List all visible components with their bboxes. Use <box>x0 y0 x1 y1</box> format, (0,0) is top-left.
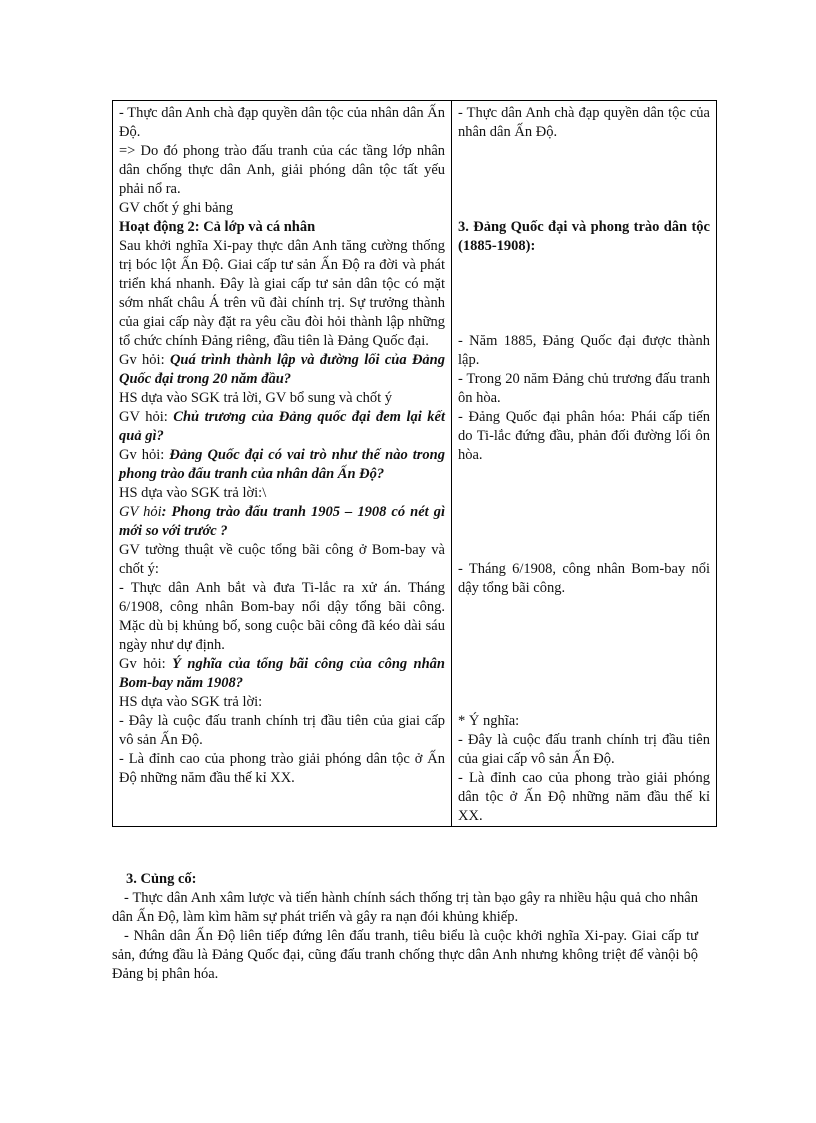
right-line-1: - Thực dân Anh chà đạp quyền dân tộc của nhân dân Ấn Độ. <box>458 105 710 140</box>
section-3-heading: 3. Đảng Quốc đại và phong trào dân tộc (1885-1908): <box>458 219 710 254</box>
question-4 <box>119 503 445 541</box>
question-prefix: Gv hỏi: <box>119 352 170 368</box>
question-1 <box>119 351 445 389</box>
question-text: : Phong trào đấu tranh 1905 – 1908 có nét gì mới so với trước ? <box>119 504 445 539</box>
left-line-7: HS dựa vào SGK trả lời, GV bổ sung và chốt ý <box>119 390 393 406</box>
left-line-15: HS dựa vào SGK trả lời: <box>119 694 263 710</box>
question-prefix: GV hỏi: <box>119 409 174 425</box>
right-line-3: - Năm 1885, Đảng Quốc đại được thành lập. <box>458 333 710 368</box>
question-prefix: GV hỏi <box>119 504 162 520</box>
consolidation-point-2: - Nhân dân Ấn Độ liên tiếp đứng lên đấu tranh, tiêu biểu là cuộc khởi nghĩa Xi-pay. Giai cấp tư sản, đứng đầu là Đảng Quốc đại, cũng đấu tranh chống thực dân Anh nhưng không triệt để vànội bộ Đảng bị phân hóa. <box>112 928 698 982</box>
left-line-2: => Do đó phong trào đấu tranh của các tầng lớp nhân dân chống thực dân Anh, giải phóng dân tộc tất yếu phải nổ ra. <box>119 143 445 197</box>
question-text: Ý nghĩa của tổng bãi công của công nhân Bom-bay năm 1908? <box>119 656 445 691</box>
left-line-3: GV chốt ý ghi bảng <box>119 200 234 216</box>
question-text: Chủ trương của Đảng quốc đại đem lại kết quả gì? <box>119 409 445 444</box>
left-line-16: - Đây là cuộc đấu tranh chính trị đầu tiên của giai cấp vô sản Ấn Độ. <box>119 713 445 748</box>
right-line-5: - Đảng Quốc đại phân hóa: Phái cấp tiến do Ti-lắc đứng đầu, phản đối đường lối ôn hòa. <box>458 409 710 463</box>
right-line-9: - Là đỉnh cao của phong trào giải phóng dân tộc ở Ấn Độ những năm đầu thế kỉ XX. <box>458 770 710 824</box>
left-line-10: HS dựa vào SGK trả lời:\ <box>119 485 267 501</box>
question-text: Quá trình thành lập và đường lối của Đảng Quốc đại trong 20 năm đầu? <box>119 352 445 387</box>
table-row <box>113 101 717 827</box>
left-line-12: GV tường thuật về cuộc tổng bãi công ở Bom-bay và chốt ý: <box>119 542 445 577</box>
right-line-4: - Trong 20 năm Đảng chủ trương đấu tranh ôn hòa. <box>458 371 710 406</box>
student-notes-cell <box>452 101 717 827</box>
left-line-13: - Thực dân Anh bắt và đưa Ti-lắc ra xử án. Tháng 6/1908, công nhân Bom-bay nổi dậy tổng bãi công. Mặc dù bị khủng bố, song cuộc bãi công đã kéo dài sáu ngày như dự định. <box>119 580 445 653</box>
question-3 <box>119 446 445 484</box>
significance-heading: * Ý nghĩa: <box>458 713 520 729</box>
right-line-8: - Đây là cuộc đấu tranh chính trị đầu tiên của giai cấp vô sản Ấn Độ. <box>458 732 710 767</box>
spacer <box>458 598 710 712</box>
question-2 <box>119 408 445 446</box>
consolidation-point-1: - Thực dân Anh xâm lược và tiến hành chính sách thống trị tàn bạo gây ra nhiều hậu quả cho nhân dân Ấn Độ, làm kìm hãm sự phát triển và gây ra nạn đói khủng khiếp. <box>112 890 698 925</box>
question-text: Đảng Quốc đại có vai trò như thế nào trong phong trào đấu tranh của nhân dân Ấn Độ? <box>119 447 445 482</box>
consolidation-heading: 3. Củng cố: <box>126 871 197 887</box>
left-line-17: - Là đỉnh cao của phong trào giải phóng dân tộc ở Ấn Độ những năm đầu thế kỉ XX. <box>119 751 445 786</box>
question-5 <box>119 655 445 693</box>
lesson-table <box>112 100 717 827</box>
question-prefix: Gv hỏi: <box>119 656 173 672</box>
spacer <box>458 465 710 560</box>
teacher-activity-cell <box>113 101 452 827</box>
question-prefix: Gv hỏi: <box>119 447 170 463</box>
spacer <box>458 256 710 332</box>
left-line-5: Sau khởi nghĩa Xi-pay thực dân Anh tăng cường thống trị bóc lột Ấn Độ. Giai cấp tư sản Ấn Độ ra đời và phát triển khá nhanh. Đây là giai cấp tư sản dân tộc có mặt sớm nhất châu Á trên vũ đài chính trị. Sự trưởng thành của giai cấp này đặt ra yêu cầu đòi hỏi thành lập những tổ chức chính Đảng riêng, đầu tiên là Đảng Quốc đại. <box>119 238 445 349</box>
right-line-6: - Tháng 6/1908, công nhân Bom-bay nổi dậy tổng bãi công. <box>458 561 710 596</box>
spacer <box>458 142 710 218</box>
left-line-1: - Thực dân Anh chà đạp quyền dân tộc của nhân dân Ấn Độ. <box>119 105 445 140</box>
consolidation-section <box>112 870 698 984</box>
activity-2-heading: Hoạt động 2: Cả lớp và cá nhân <box>119 219 316 235</box>
